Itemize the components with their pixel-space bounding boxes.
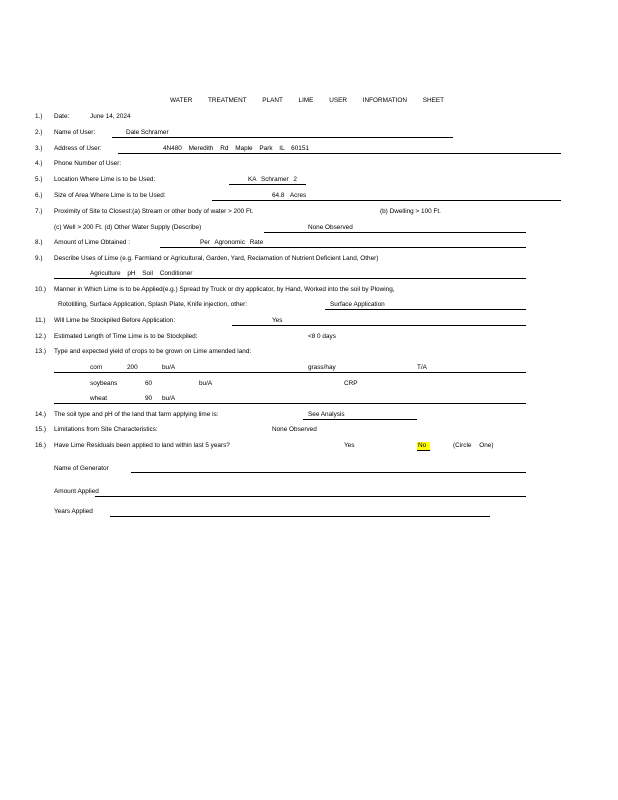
item-number: 8.) (35, 239, 43, 246)
stockpile-value: Yes (272, 317, 283, 324)
manner-label: Manner in Which Lime is to be Applied(e.g.) Spread by Truck or dry applicator, by Hand, Worked into the soil by Plowing, (54, 286, 395, 293)
document-title: WATER TREATMENT PLANT LIME USER INFORMATION SHEET (170, 97, 445, 104)
crop-unit: T/A (417, 364, 427, 371)
manner-value: Surface Application (330, 301, 385, 308)
amount-value: Per Agronomic Rate (200, 239, 264, 246)
location-value: KA Schramer 2 (248, 176, 297, 183)
soil-label: The soil type and pH of the land that farm applying lime is: (54, 411, 219, 418)
residuals-yes-option: Yes (344, 442, 355, 449)
crop-yield: 90 (145, 395, 153, 402)
limitations-label: Limitations from Site Characteristics: (54, 426, 158, 433)
residuals-no-option: No (417, 442, 430, 450)
crop-underline (54, 372, 526, 373)
address-underline (118, 153, 561, 154)
item-number: 11.) (35, 317, 46, 324)
amount-applied-underline (95, 496, 526, 497)
uses-underline (54, 278, 526, 279)
crop-yield: 60 (145, 380, 153, 387)
crop-name: soybeans (90, 380, 118, 387)
name-label: Name of User: (54, 129, 96, 136)
item-number: 12.) (35, 333, 47, 340)
item-number: 7.) (35, 208, 43, 215)
name-underline (112, 137, 453, 138)
limitations-value: None Observed (272, 426, 317, 433)
item-number: 5.) (35, 176, 43, 183)
generator-name-underline (131, 472, 526, 473)
proximity-label: Proximity of Site to Closest:(a) Stream or other body of water > 200 Ft. (54, 208, 254, 215)
date-value: June 14, 2024 (90, 113, 131, 120)
phone-label: Phone Number of User: (54, 160, 122, 167)
item-number: 6.) (35, 192, 43, 199)
crop-unit: bu/A (162, 395, 176, 402)
item-number: 3.) (35, 145, 43, 152)
stockpile-label: Will Lime be Stockpiled Before Application: (54, 317, 176, 324)
name-value: Dale Schramer (126, 129, 169, 136)
item-number: 13.) (35, 348, 47, 355)
crop-name: grass/hay (308, 364, 336, 371)
address-value: 4N480 Meredith Rd Maple Park IL 60151 (163, 145, 309, 152)
years-applied-underline (110, 516, 490, 517)
amount-applied-label: Amount Applied (54, 488, 99, 495)
location-underline (229, 184, 306, 185)
uses-value: Agriculture pH Soil Conditioner (90, 270, 193, 277)
crop-unit: bu/A (162, 364, 176, 371)
years-applied-label: Years Applied (54, 508, 93, 515)
crop-name: CRP (344, 380, 358, 387)
proximity-value: None Observed (308, 224, 353, 231)
stockpile-underline (232, 325, 526, 326)
residuals-no-underline (417, 450, 430, 451)
residuals-circle-hint: (Circle One) (453, 442, 494, 449)
crop-name: corn (90, 364, 103, 371)
location-label: Location Where Lime is to be Used: (54, 176, 156, 183)
crop-name: wheat (90, 395, 108, 402)
generator-name-label: Name of Generator (54, 465, 109, 472)
item-number: 10.) (35, 286, 47, 293)
address-label: Address of User: (54, 145, 102, 152)
amount-label: Amount of Lime Obtained : (54, 239, 131, 246)
size-label: Size of Area Where Lime is to be Used: (54, 192, 166, 199)
proximity-well-label: (c) Well > 200 Ft. (d) Other Water Supply (Describe) (54, 224, 202, 231)
size-underline (212, 200, 561, 201)
item-number: 14.) (35, 411, 47, 418)
proximity-underline (264, 232, 526, 233)
item-number: 9.) (35, 255, 43, 262)
manner-underline (325, 309, 526, 310)
crop-underline (54, 403, 526, 404)
crops-label: Type and expected yield of crops to be grown on Lime amended land: (54, 348, 252, 355)
crop-yield: 200 (127, 364, 138, 371)
item-number: 16.) (35, 442, 47, 449)
stockpile-length-label: Estimated Length of Time Lime is to be Stockpiled: (54, 333, 198, 340)
item-number: 2.) (35, 129, 43, 136)
crop-unit: bu/A (199, 380, 213, 387)
residuals-label: Have Lime Residuals been applied to land within last 5 years? (54, 442, 230, 449)
date-label: Date: (54, 113, 70, 120)
manner-line2: Rototilling, Surface Application, Splash Plate, Knife injection, other: (58, 301, 247, 308)
amount-underline (160, 247, 526, 248)
stockpile-length-value: <8 0 days (308, 333, 336, 340)
item-number: 15.) (35, 426, 47, 433)
uses-label: Describe Uses of Lime (e.g. Farmland or Agricultural, Garden, Yard, Reclamation of Nutrient Deficient Land, Other) (54, 255, 379, 262)
proximity-dwelling-label: (b) Dwelling > 100 Ft. (380, 208, 441, 215)
size-value: 64.8 Acres (272, 192, 307, 199)
item-number: 1.) (35, 113, 43, 120)
item-number: 4.) (35, 160, 43, 167)
soil-value: See Analysis (308, 411, 345, 418)
soil-underline (303, 419, 417, 420)
